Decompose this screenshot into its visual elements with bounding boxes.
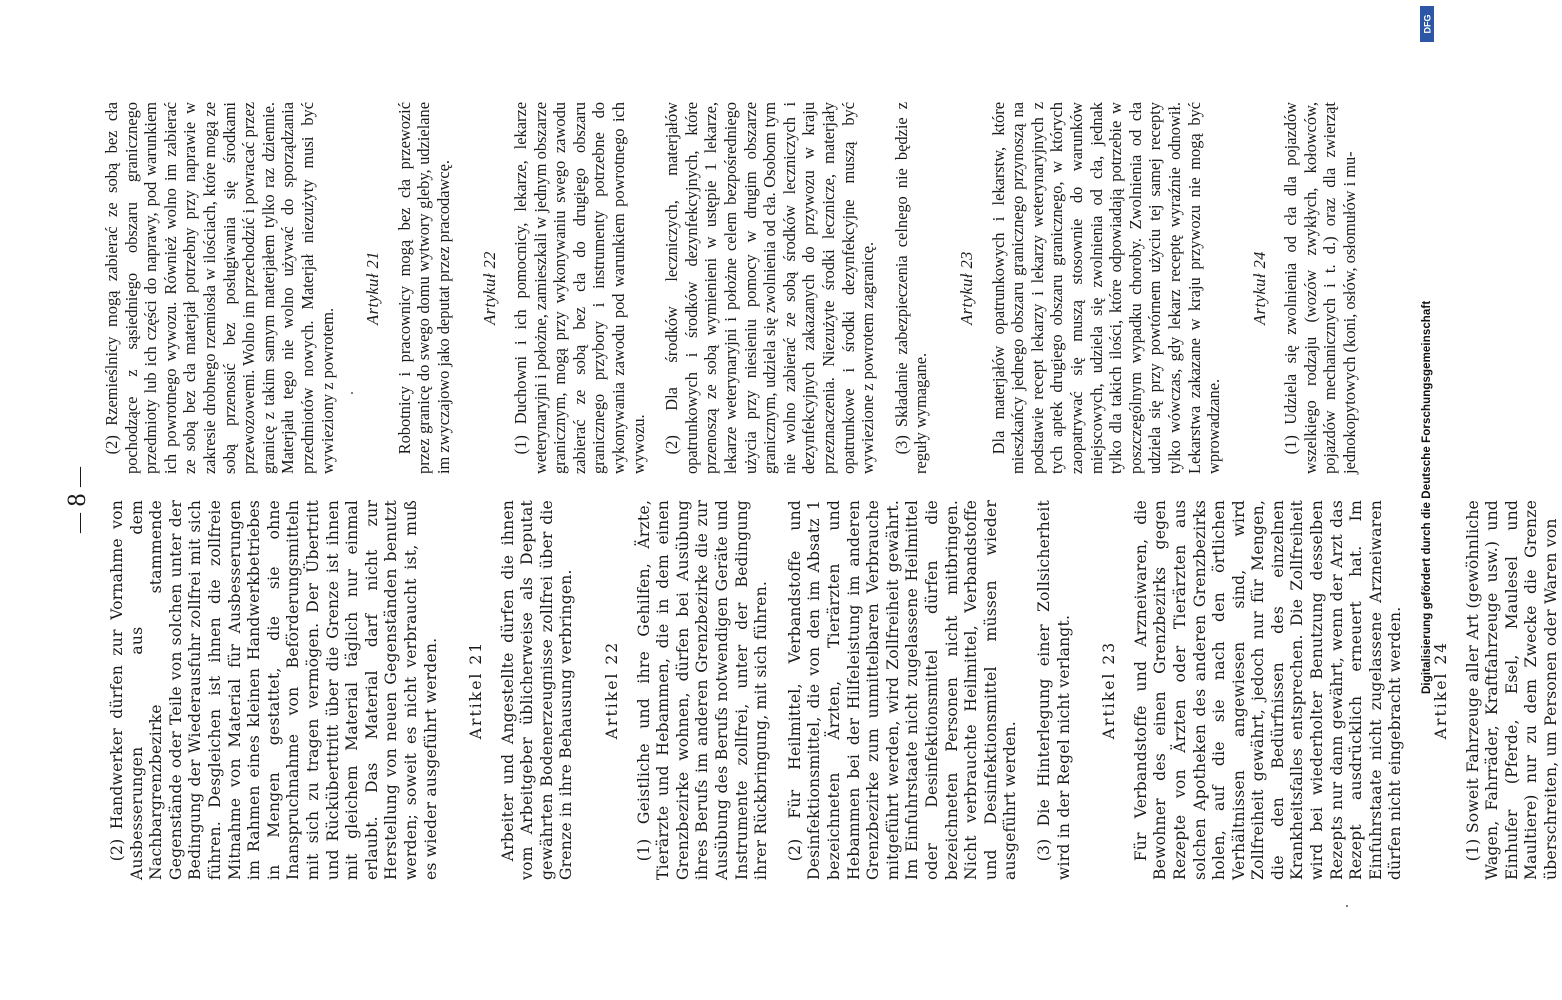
polish-intro-paragraph: (2) Rzemieślnicy mogą zabierać ze sobą bez cła pochodzące z sąsiedniego obszaru granicznego przedmioty lub ich części do naprawy, pod warunkiem ich powrotnego wywozu. Również wolno im zabierać ze sobą bez cła materjał potrzebny przy naprawie w zakresie drobnego rzemiosła w ilościach, które mogą ze sobą przenosić bez posługiwania się środkami przewozowemi. Wolno im przechodzić i powracać przez granicę z takim samym materjałem tylko raz dziennie. Materjału tego nie wolno używać do sporządzania przedmiotów nowych. Materjał niezużyty musi być wywieziony z powrotem.	[102, 102, 337, 474]
polish-article-24-heading: Artykuł 24	[1249, 251, 1269, 325]
german-article-21-text: Arbeiter und Angestellte dürfen die ihnen vom Arbeitgeber üblicherweise als Deputat gewährten Bodenerzeugnisse zollfrei über die Grenze in ihre Behausung verbringen.	[498, 500, 576, 880]
german-article-21-heading: Artikel 21	[467, 640, 486, 740]
german-article-24-text: (1) Soweit Fahrzeuge aller Art (gewöhnliche Wagen, Fahrräder, Kraftfahrzeuge usw.) und Einhufer (Pferde, Esel, Maulesel und Maultiere) nur zu dem Zwecke die Grenze überschreiten, um Personen oder Waren von	[1463, 500, 1560, 880]
polish-article-24-text: (1) Udziela się zwolnienia od cła dla pojazdów wszelkiego rodzaju (wozów zwykłych, kołowców, pojazdów mechanicznych i t. d.) oraz dla zwierząt jednokopytowych (koni, osłów, osłomułów i mu-	[1281, 102, 1360, 474]
german-article-23-text: Für Verbandstoffe und Arzneiwaren, die Bewohner des einen Grenzbezirks gegen Rezepte von Ärzten oder Tierärzten aus solchen Apotheken des anderen Grenzbezirks holen, auf die sie nach den örtlichen Verhältnissen angewiesen sind, wird Zollfreiheit gewährt, jedoch nur für Mengen, die den Bedürfnissen des einzelnen Krankheitsfalles entsprechen. Die Zollfreiheit wird bei wiederholter Benutzung desselben Rezepts nur dann gewährt, wenn der Arzt das Rezept ausdrücklich erneuert hat. Im Einfuhrstaate nicht zugelassene Arzneiwaren dürfen nicht eingebracht werden.	[1131, 500, 1405, 880]
german-intro-paragraph: (2) Handwerker dürfen zur Vornahme von Ausbesserungen aus dem Nachbargrenzbezirke stammende Gegenstände oder Teile von solchen unter der Bedingung der Wiederausfuhr zollfrei mit sich führen. Desgleichen ist ihnen die zollfreie Mitnahme von Material für Ausbesserungen im Rahmen eines kleinen Handwerkbetriebes in Mengen gestattet, die sie ohne Inanspruchnahme von Beförderungsmitteln mit sich zu tragen vermögen. Der Übertritt und Rücküberttritt über die Grenze ist ihnen mit gleichem Material täglich nur einmal erlaubt. Das Material darf nicht zur Herstellung von neuen Gegenständen benutzt werden; soweit es nicht verbraucht ist, muß es wieder ausgeführt werden.	[108, 500, 440, 880]
polish-article-22-paragraph-2: (2) Dla środków leczniczych, materjałów opatrunkowych i środków dezynfekcyjnych, które przenoszą ze sobą wymienieni w ustępie 1 lekarze, lekarze weterynaryjni i położne celem bezpośredniego użycia przy niesieniu pomocy w drugim obszarze granicznym, udziela się zwolnienia od cła. Osobom tym nie wolno zabierać ze sobą środków leczniczych i dezynfekcyjnych zakazanych do przywozu w kraju przeznaczenia. Niezużyte środki lecznicze, materjały opatrunkowe i środki dezynfekcyjne muszą być wywiezione z powrotem zagranicę.	[662, 102, 878, 474]
german-article-22-paragraph-3: (3) Die Hinterlegung einer Zollsicherheit wird in der Regel nicht verlangt.	[1034, 500, 1073, 880]
page-number-value: 8	[62, 493, 91, 507]
german-column	[108, 500, 1562, 880]
digitization-credit: Digitalisierung gefördert durch die Deutsche Forschungsgemeinschaft	[1421, 300, 1433, 694]
polish-article-21-text: Robotnicy i pracownicy mogą bez cła przewozić przez granicę do swego domu wytwory gleby, udzielane im zwyczajowo jako deputat przez pracodawcę.	[394, 102, 453, 474]
german-article-22-heading: Artikel 22	[603, 640, 622, 740]
german-article-22-paragraph-1: (1) Geistliche und ihre Gehilfen, Ärzte, Tierärzte und Hebammen, die in dem einen Grenzbezirke wohnen, dürfen bei Ausübung ihres Berufs im anderen Grenzbezirke die zur Ausübung des Berufs notwendigen Geräte und Instrumente zollfrei, unter der Bedingung ihrer Rückbringung, mit sich führen.	[634, 500, 771, 880]
scan-speck	[1346, 905, 1348, 907]
german-article-22-paragraph-2: (2) Für Heilmittel, Verbandstoffe und Desinfektionsmittel, die von den im Absatz 1 bezeichneten Ärzten, Tierärzten und Hebammen bei der Hilfeleistung im anderen Grenzbezirke zum unmittelbaren Verbrauche mitgeführt werden, wird Zollfreiheit gewährt. Im Einfuhrstaate nicht zugelassene Heilmittel oder Desinfektionsmittel dürfen die bezeichneten Personen nicht mitbringen. Nicht verbrauchte Heilmittel, Verbandstoffe und Desinfektionsmittel müssen wieder ausgeführt werden.	[785, 500, 1020, 880]
page-number: — 8 —	[62, 467, 91, 533]
scan-speck	[351, 392, 353, 394]
polish-article-23-text: Dla materjałów opatrunkowych i lekarstw, które mieszkańcy jednego obszaru granicznego przynoszą na podstawie recept lekarzy i lekarzy weterynaryjnych z tych aptek drugiego obszaru granicznego, w których zaopatrywać się muszą stosownie do warunków miejscowych, udziela się zwolnienia od cła, jednak tylko dla takich ilości, które odpowiadają potrzebie w poszczególnym wypadku choroby. Zwolnienia od cła udziela się przy powtórnem użyciu tej samej recepty tylko wówczas, gdy lekarz receptę wyraźnie odnowił. Lekarstwa zakazane w kraju przywozu nie mogą być wprowadzane.	[988, 102, 1224, 474]
german-article-23-heading: Artikel 23	[1100, 640, 1119, 740]
polish-column	[102, 102, 1360, 474]
polish-article-22-heading: Artykuł 22	[479, 251, 499, 325]
german-article-24-heading: Artikel 24	[1432, 640, 1451, 740]
polish-article-22-paragraph-3: (3) Składanie zabezpieczenia celnego nie będzie z reguły wymagane.	[891, 102, 931, 474]
polish-article-22-paragraph-1: (1) Duchowni i ich pomocnicy, lekarze, lekarze weterynaryjni i położne, zamieszkali w jednym obszarze granicznym, mogą przy wykonywaniu swego zawodu zabierać ze sobą bez cła do drugiego obszaru granicznego przybory i instrumenty potrzebne do wykonywania zawodu pod warunkiem powrotnego ich wywozu.	[511, 102, 648, 474]
polish-article-21-heading: Artykuł 21	[363, 251, 383, 325]
polish-article-23-heading: Artykuł 23	[956, 251, 976, 325]
dfg-logo: DFG	[1420, 6, 1434, 42]
